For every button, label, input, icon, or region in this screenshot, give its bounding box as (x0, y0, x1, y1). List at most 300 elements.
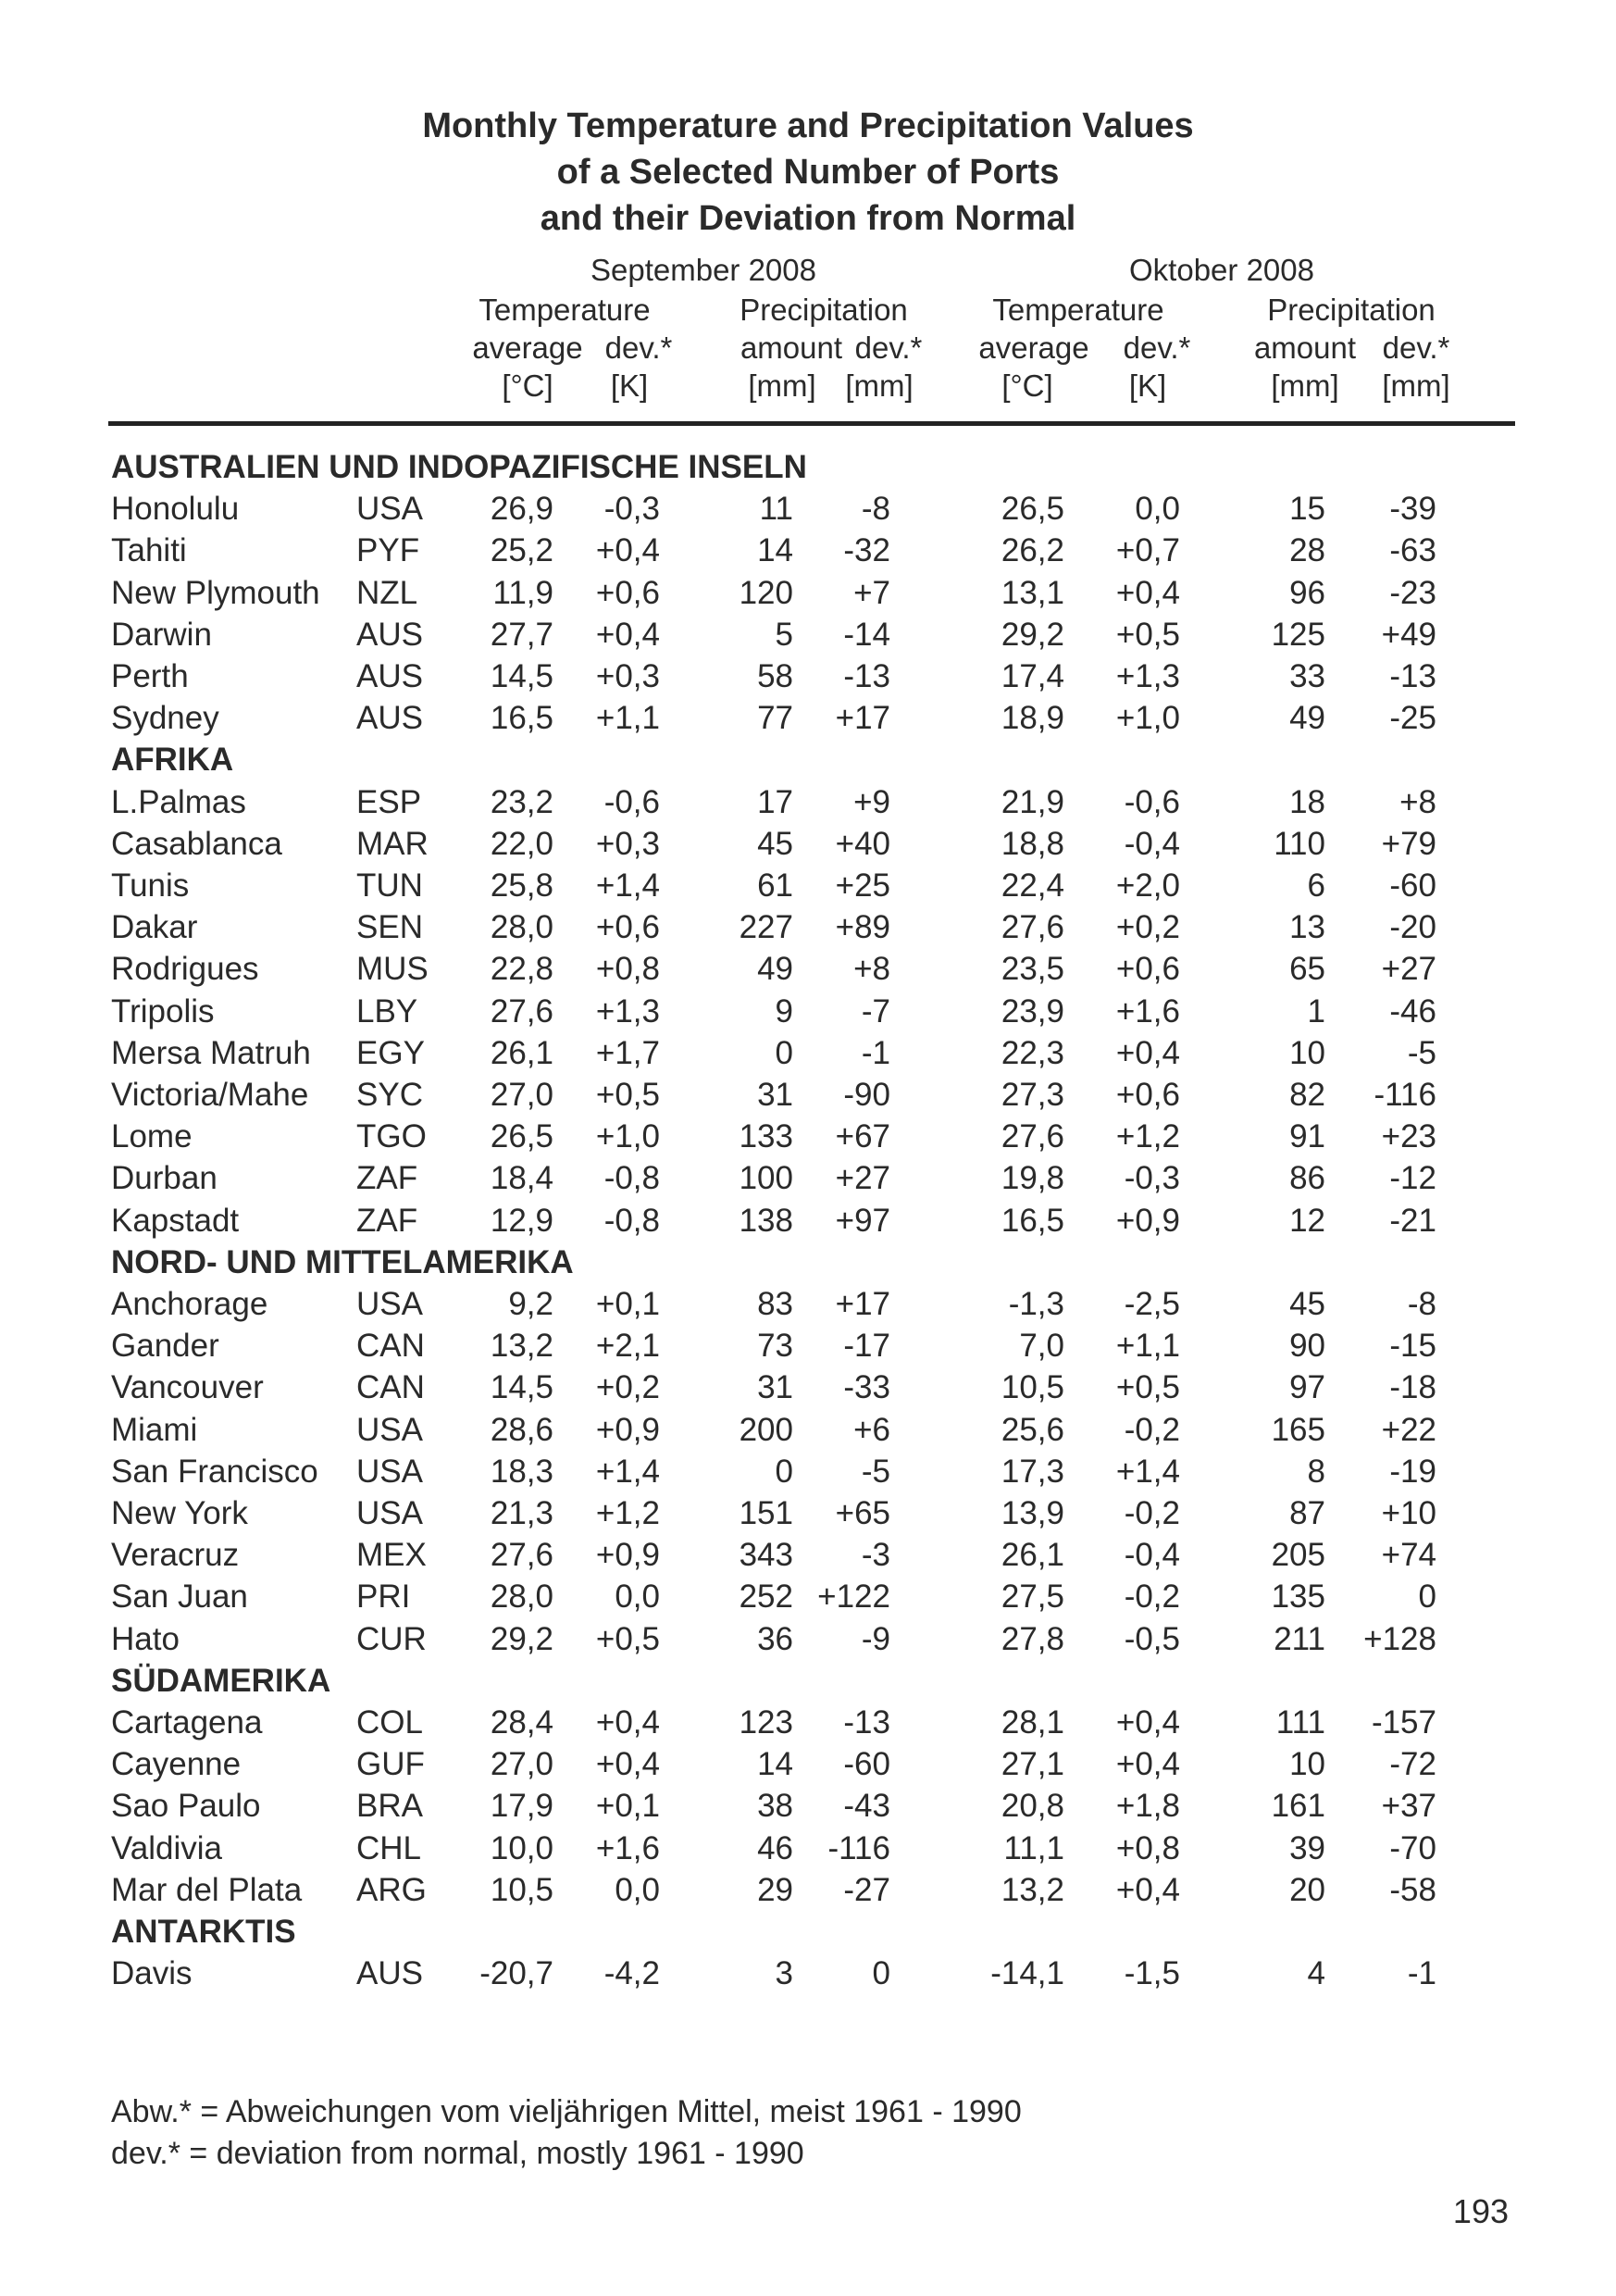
oct-prec-amount-cell: 82 (1289, 1077, 1325, 1113)
col-header-prec-dev-oct: dev.* (1382, 331, 1450, 365)
col-header-temp-dev-oct: dev.* (1123, 331, 1191, 365)
sep-temp-avg-cell: 25,8 (490, 867, 553, 904)
oct-prec-amount-cell: 6 (1307, 867, 1325, 904)
oct-prec-dev-cell: -116 (1374, 1077, 1436, 1113)
sep-prec-dev-cell: +9 (853, 783, 890, 820)
sep-temp-avg-cell: 12,9 (490, 1202, 553, 1239)
oct-temp-dev-cell: +0,9 (1115, 1202, 1180, 1239)
country-code-cell: MEX (356, 1537, 427, 1574)
sep-temp-avg-cell: 26,9 (490, 491, 553, 528)
oct-prec-amount-cell: 97 (1289, 1369, 1325, 1406)
country-code-cell: USA (356, 1411, 423, 1448)
sep-temp-dev-cell: +0,4 (595, 1704, 660, 1741)
oct-temp-avg-cell: 26,1 (1001, 1537, 1064, 1574)
oct-prec-dev-cell: +27 (1381, 951, 1436, 988)
oct-prec-dev-cell: -39 (1389, 491, 1436, 528)
oct-temp-dev-cell: +1,2 (1115, 1118, 1180, 1155)
country-code-cell: AUS (356, 1955, 423, 1992)
sep-prec-amount-cell: 83 (757, 1286, 793, 1322)
table-row (0, 1746, 1616, 1788)
oct-prec-amount-cell: 86 (1289, 1160, 1325, 1197)
table-row (0, 1203, 1616, 1244)
oct-prec-dev-cell: -157 (1371, 1704, 1436, 1741)
port-name-cell: Vancouver (111, 1369, 264, 1406)
sep-prec-dev-cell: -1 (861, 1034, 890, 1071)
sep-prec-dev-cell: +40 (835, 825, 890, 862)
unit-temp-avg-sep: [°C] (502, 368, 553, 403)
oct-prec-dev-cell: -58 (1389, 1871, 1436, 1908)
sep-prec-amount-cell: 49 (757, 951, 793, 988)
page-number: 193 (1452, 2192, 1509, 2230)
country-code-cell: BRA (356, 1788, 423, 1825)
oct-prec-dev-cell: -25 (1389, 700, 1436, 737)
oct-temp-avg-cell: 23,9 (1001, 992, 1064, 1029)
oct-temp-avg-cell: 26,5 (1001, 491, 1064, 528)
sep-prec-dev-cell: +65 (835, 1495, 890, 1531)
sep-prec-dev-cell: -33 (843, 1369, 890, 1406)
port-name-cell: Gander (111, 1328, 219, 1365)
sep-temp-dev-cell: -0,8 (603, 1202, 660, 1239)
port-name-cell: Honolulu (111, 491, 240, 528)
sep-prec-amount-cell: 61 (757, 867, 793, 904)
country-code-cell: CHL (356, 1829, 422, 1866)
oct-prec-dev-cell: -23 (1389, 574, 1436, 611)
oct-prec-dev-cell: -21 (1389, 1202, 1436, 1239)
country-code-cell: ARG (356, 1871, 427, 1908)
sep-temp-dev-cell: +0,4 (595, 616, 660, 653)
port-name-cell: Victoria/Mahe (111, 1077, 309, 1113)
oct-temp-avg-cell: 20,8 (1001, 1788, 1064, 1825)
col-header-prec-amount-oct: amount (1253, 331, 1357, 365)
table-row (0, 1369, 1616, 1411)
port-name-cell: Rodrigues (111, 951, 259, 988)
oct-prec-dev-cell: +22 (1381, 1411, 1436, 1448)
oct-prec-amount-cell: 1 (1307, 992, 1325, 1029)
sep-temp-dev-cell: +1,4 (595, 867, 660, 904)
sep-prec-amount-cell: 14 (757, 532, 793, 569)
unit-prec-amount-sep: [mm] (748, 368, 816, 403)
sep-prec-dev-cell: -3 (861, 1537, 890, 1574)
table-row (0, 993, 1616, 1035)
sep-prec-dev-cell: -90 (843, 1077, 890, 1113)
oct-prec-dev-cell: +23 (1381, 1118, 1436, 1155)
month-header-september: September 2008 (590, 253, 816, 287)
country-code-cell: CAN (356, 1369, 425, 1406)
sep-temp-avg-cell: 13,2 (490, 1328, 553, 1365)
col-header-temp-avg-oct: average (978, 331, 1089, 365)
oct-temp-avg-cell: 16,5 (1001, 1202, 1064, 1239)
sep-prec-dev-cell: -8 (861, 491, 890, 528)
sep-prec-amount-cell: 123 (739, 1704, 793, 1741)
table-row (0, 1454, 1616, 1495)
sep-temp-dev-cell: +1,4 (595, 1453, 660, 1490)
country-code-cell: GUF (356, 1746, 425, 1783)
sep-temp-dev-cell: +0,6 (595, 574, 660, 611)
country-code-cell: EGY (356, 1034, 425, 1071)
table-row (0, 1788, 1616, 1829)
oct-prec-dev-cell: -13 (1389, 658, 1436, 694)
sep-prec-amount-cell: 133 (739, 1118, 793, 1155)
sep-temp-dev-cell: +0,5 (595, 1077, 660, 1113)
oct-temp-dev-cell: -1,5 (1124, 1955, 1180, 1992)
port-name-cell: Tahiti (111, 532, 187, 569)
port-name-cell: Davis (111, 1955, 193, 1992)
port-name-cell: L.Palmas (111, 783, 246, 820)
oct-temp-dev-cell: -0,3 (1124, 1160, 1180, 1197)
port-name-cell: San Francisco (111, 1453, 318, 1490)
oct-temp-avg-cell: 27,5 (1001, 1578, 1064, 1616)
oct-temp-avg-cell: 22,4 (1001, 867, 1064, 904)
port-name-cell: Perth (111, 658, 189, 694)
port-name-cell: Anchorage (111, 1286, 268, 1322)
oct-prec-amount-cell: 165 (1271, 1411, 1325, 1448)
sep-temp-avg-cell: 21,3 (490, 1495, 553, 1531)
group-header-precipitation-oct: Precipitation (1267, 293, 1436, 327)
sep-prec-dev-cell: -27 (843, 1871, 890, 1908)
sep-temp-dev-cell: -4,2 (603, 1955, 660, 1992)
sep-temp-dev-cell: +1,2 (595, 1495, 660, 1531)
sep-temp-avg-cell: 9,2 (508, 1286, 553, 1322)
port-name-cell: Cartagena (111, 1704, 263, 1741)
country-code-cell: USA (356, 491, 423, 528)
group-header-temperature-sep: Temperature (479, 293, 651, 327)
oct-prec-dev-cell: -60 (1389, 867, 1436, 904)
sep-prec-dev-cell: -116 (827, 1829, 890, 1866)
oct-prec-dev-cell: -46 (1389, 992, 1436, 1029)
country-code-cell: ZAF (356, 1160, 418, 1197)
country-code-cell: USA (356, 1453, 423, 1490)
sep-prec-amount-cell: 31 (757, 1077, 793, 1113)
country-code-cell: ZAF (356, 1202, 418, 1239)
oct-temp-dev-cell: +0,2 (1115, 909, 1180, 946)
sep-prec-dev-cell: -13 (843, 658, 890, 694)
oct-prec-amount-cell: 10 (1289, 1746, 1325, 1783)
sep-temp-avg-cell: 29,2 (490, 1620, 553, 1657)
oct-temp-avg-cell: 23,5 (1001, 951, 1064, 988)
section-header: NORD- UND MITTELAMERIKA (111, 1243, 574, 1280)
port-name-cell: Darwin (111, 616, 212, 653)
oct-temp-avg-cell: 17,4 (1001, 658, 1064, 694)
sep-prec-amount-cell: 46 (757, 1829, 793, 1866)
sep-prec-amount-cell: 17 (757, 783, 793, 820)
sep-temp-dev-cell: +0,2 (595, 1369, 660, 1406)
port-name-cell: Tripolis (111, 992, 215, 1029)
sep-prec-amount-cell: 73 (757, 1328, 793, 1365)
oct-prec-amount-cell: 211 (1274, 1620, 1325, 1657)
oct-prec-amount-cell: 205 (1271, 1537, 1325, 1574)
oct-prec-amount-cell: 135 (1271, 1578, 1325, 1616)
oct-temp-avg-cell: -1,3 (1008, 1286, 1064, 1322)
section-header: SÜDAMERIKA (111, 1662, 331, 1699)
oct-temp-avg-cell: 17,3 (1001, 1453, 1064, 1490)
sep-prec-amount-cell: 120 (739, 574, 793, 611)
month-header-october: Oktober 2008 (1129, 253, 1314, 287)
footnote-german: Abw.* = Abweichungen vom vieljährigen Mittel, meist 1961 - 1990 (111, 2094, 1022, 2129)
country-code-cell: AUS (356, 658, 423, 694)
table-row (0, 826, 1616, 867)
port-name-cell: Valdivia (111, 1829, 222, 1866)
port-name-cell: San Juan (111, 1578, 248, 1616)
table-row (0, 617, 1616, 658)
oct-prec-amount-cell: 18 (1289, 783, 1325, 820)
oct-temp-dev-cell: +1,6 (1115, 992, 1180, 1029)
oct-prec-amount-cell: 65 (1289, 951, 1325, 988)
oct-temp-avg-cell: 27,3 (1001, 1077, 1064, 1113)
oct-temp-avg-cell: 18,8 (1001, 825, 1064, 862)
oct-temp-avg-cell: 28,1 (1001, 1704, 1064, 1741)
country-code-cell: CAN (356, 1328, 425, 1365)
oct-temp-avg-cell: 22,3 (1001, 1034, 1064, 1071)
oct-temp-dev-cell: +0,6 (1115, 1077, 1180, 1113)
oct-prec-dev-cell: -72 (1389, 1746, 1436, 1783)
sep-prec-amount-cell: 0 (775, 1453, 793, 1490)
sep-temp-dev-cell: +0,1 (595, 1788, 660, 1825)
oct-prec-dev-cell: -12 (1389, 1160, 1436, 1197)
oct-temp-avg-cell: 27,8 (1001, 1620, 1064, 1657)
sep-temp-dev-cell: +0,6 (595, 909, 660, 946)
sep-temp-avg-cell: 10,5 (490, 1871, 553, 1908)
oct-prec-amount-cell: 91 (1289, 1118, 1325, 1155)
port-name-cell: Sao Paulo (111, 1788, 261, 1825)
oct-prec-amount-cell: 28 (1289, 532, 1325, 569)
port-name-cell: Casablanca (111, 825, 282, 862)
oct-temp-dev-cell: +0,8 (1115, 1829, 1180, 1866)
sep-temp-avg-cell: 17,9 (490, 1788, 553, 1825)
sep-temp-dev-cell: +0,5 (595, 1620, 660, 1657)
section-header: AFRIKA (111, 742, 234, 779)
sep-prec-amount-cell: 252 (739, 1578, 793, 1616)
sep-temp-avg-cell: 27,7 (490, 616, 553, 653)
sep-temp-dev-cell: +0,4 (595, 532, 660, 569)
sep-temp-avg-cell: 27,6 (490, 992, 553, 1029)
sep-prec-dev-cell: -5 (861, 1453, 890, 1490)
sep-prec-dev-cell: +6 (853, 1411, 890, 1448)
port-name-cell: Mar del Plata (111, 1871, 303, 1908)
oct-temp-dev-cell: +1,0 (1115, 700, 1180, 737)
group-header-temperature-oct: Temperature (992, 293, 1164, 327)
port-name-cell: Sydney (111, 700, 219, 737)
oct-temp-dev-cell: -2,5 (1124, 1286, 1180, 1322)
sep-temp-avg-cell: 23,2 (490, 783, 553, 820)
country-code-cell: AUS (356, 616, 423, 653)
sep-temp-avg-cell: 22,8 (490, 951, 553, 988)
oct-prec-amount-cell: 15 (1289, 491, 1325, 528)
unit-temp-dev-sep: [K] (610, 368, 649, 403)
port-name-cell: Mersa Matruh (111, 1034, 311, 1071)
oct-prec-dev-cell: +8 (1399, 783, 1436, 820)
sep-prec-dev-cell: -14 (843, 616, 890, 653)
oct-prec-dev-cell: +74 (1381, 1537, 1436, 1574)
oct-temp-avg-cell: 29,2 (1001, 616, 1064, 653)
oct-prec-dev-cell: +79 (1381, 825, 1436, 862)
oct-temp-avg-cell: 13,9 (1001, 1495, 1064, 1531)
oct-temp-dev-cell: +1,4 (1115, 1453, 1180, 1490)
unit-prec-amount-oct: [mm] (1271, 368, 1339, 403)
sep-temp-avg-cell: 22,0 (490, 825, 553, 862)
table-row (0, 909, 1616, 951)
sep-prec-amount-cell: 45 (757, 825, 793, 862)
table-row (0, 491, 1616, 532)
oct-temp-dev-cell: -0,2 (1124, 1578, 1180, 1616)
sep-prec-amount-cell: 9 (775, 992, 793, 1029)
oct-temp-dev-cell: +1,3 (1115, 658, 1180, 694)
sep-prec-amount-cell: 11 (759, 491, 793, 528)
sep-temp-avg-cell: 11,9 (492, 574, 553, 611)
sep-temp-dev-cell: +0,3 (595, 658, 660, 694)
sep-temp-dev-cell: +0,8 (595, 951, 660, 988)
section-header: AUSTRALIEN UND INDOPAZIFISCHE INSELN (111, 449, 807, 485)
sep-temp-avg-cell: 25,2 (490, 532, 553, 569)
sep-temp-avg-cell: 27,0 (490, 1746, 553, 1783)
sep-temp-avg-cell: 16,5 (490, 700, 553, 737)
oct-temp-dev-cell: -0,4 (1124, 825, 1180, 862)
sep-temp-avg-cell: 28,0 (490, 909, 553, 946)
sep-temp-dev-cell: 0,0 (615, 1871, 660, 1908)
port-name-cell: New York (111, 1495, 248, 1531)
oct-temp-avg-cell: 7,0 (1019, 1328, 1064, 1365)
table-row (0, 575, 1616, 617)
table-row (0, 1830, 1616, 1872)
title-line-3: and their Deviation from Normal (540, 199, 1076, 238)
oct-temp-avg-cell: 10,5 (1001, 1369, 1064, 1406)
table-row (0, 1160, 1616, 1202)
oct-temp-dev-cell: +0,4 (1115, 1871, 1180, 1908)
oct-temp-avg-cell: 18,9 (1001, 700, 1064, 737)
oct-prec-amount-cell: 96 (1289, 574, 1325, 611)
country-code-cell: TGO (356, 1118, 427, 1155)
oct-prec-amount-cell: 33 (1289, 658, 1325, 694)
sep-prec-amount-cell: 31 (757, 1369, 793, 1406)
oct-prec-dev-cell: -19 (1389, 1453, 1436, 1490)
oct-temp-dev-cell: +0,5 (1115, 1369, 1180, 1406)
country-code-cell: MAR (356, 825, 429, 862)
country-code-cell: NZL (356, 574, 418, 611)
oct-temp-dev-cell: +0,4 (1115, 1746, 1180, 1783)
sep-temp-avg-cell: 18,3 (490, 1453, 553, 1490)
oct-prec-dev-cell: +128 (1363, 1620, 1436, 1657)
sep-prec-dev-cell: -60 (843, 1746, 890, 1783)
oct-prec-dev-cell: -20 (1389, 909, 1436, 946)
sep-temp-dev-cell: +1,7 (595, 1034, 660, 1071)
sep-temp-avg-cell: 28,6 (490, 1411, 553, 1448)
oct-temp-dev-cell: +0,4 (1115, 1704, 1180, 1741)
group-header-precipitation-sep: Precipitation (740, 293, 908, 327)
oct-temp-dev-cell: -0,2 (1124, 1411, 1180, 1448)
oct-prec-dev-cell: -18 (1389, 1369, 1436, 1406)
sep-temp-avg-cell: 14,5 (490, 658, 553, 694)
sep-prec-amount-cell: 343 (739, 1537, 793, 1574)
oct-prec-dev-cell: -63 (1389, 532, 1436, 569)
oct-prec-amount-cell: 110 (1274, 825, 1325, 862)
sep-temp-avg-cell: 28,4 (490, 1704, 553, 1741)
sep-temp-dev-cell: -0,6 (603, 783, 660, 820)
sep-prec-dev-cell: -17 (843, 1328, 890, 1365)
oct-prec-amount-cell: 4 (1307, 1955, 1325, 1992)
country-code-cell: PRI (356, 1578, 411, 1616)
table-row (0, 1537, 1616, 1578)
country-code-cell: ESP (356, 783, 422, 820)
oct-temp-dev-cell: +0,5 (1115, 616, 1180, 653)
col-header-prec-amount-sep: amount (740, 331, 843, 365)
oct-temp-dev-cell: -0,4 (1124, 1537, 1180, 1574)
oct-temp-dev-cell: +0,4 (1115, 1034, 1180, 1071)
table-row (0, 1578, 1616, 1620)
table-row (0, 1412, 1616, 1454)
sep-temp-dev-cell: +0,1 (595, 1286, 660, 1322)
oct-prec-amount-cell: 87 (1289, 1495, 1325, 1531)
oct-prec-dev-cell: +37 (1381, 1788, 1436, 1825)
sep-temp-avg-cell: 27,6 (490, 1537, 553, 1574)
sep-prec-dev-cell: +67 (835, 1118, 890, 1155)
sep-prec-amount-cell: 100 (739, 1160, 793, 1197)
unit-prec-dev-oct: [mm] (1382, 368, 1450, 403)
oct-temp-dev-cell: +2,0 (1115, 867, 1180, 904)
sep-prec-amount-cell: 200 (739, 1411, 793, 1448)
sep-prec-amount-cell: 77 (757, 700, 793, 737)
sep-prec-amount-cell: 36 (757, 1620, 793, 1657)
oct-temp-dev-cell: +0,4 (1115, 574, 1180, 611)
country-code-cell: LBY (356, 992, 418, 1029)
oct-temp-avg-cell: 25,6 (1001, 1411, 1064, 1448)
sep-prec-amount-cell: 151 (739, 1495, 793, 1531)
sep-temp-dev-cell: +2,1 (595, 1328, 660, 1365)
sep-prec-amount-cell: 3 (775, 1955, 793, 1992)
sep-prec-dev-cell: -13 (843, 1704, 890, 1741)
table-row (0, 1286, 1616, 1328)
oct-prec-amount-cell: 10 (1289, 1034, 1325, 1071)
table-row (0, 700, 1616, 742)
country-code-cell: SYC (356, 1077, 423, 1113)
sep-prec-dev-cell: 0 (872, 1955, 890, 1992)
sep-temp-avg-cell: 27,0 (490, 1077, 553, 1113)
country-code-cell: AUS (356, 700, 423, 737)
footnote-english: dev.* = deviation from normal, mostly 1961 - 1990 (111, 2136, 804, 2171)
oct-prec-amount-cell: 90 (1289, 1328, 1325, 1365)
country-code-cell: CUR (356, 1620, 427, 1657)
table-row (0, 658, 1616, 700)
sep-temp-avg-cell: 28,0 (490, 1578, 553, 1616)
oct-prec-dev-cell: +10 (1381, 1495, 1436, 1531)
oct-temp-avg-cell: 13,1 (1001, 574, 1064, 611)
oct-temp-dev-cell: -0,6 (1124, 783, 1180, 820)
port-name-cell: Kapstadt (111, 1202, 240, 1239)
oct-prec-dev-cell: 0 (1418, 1578, 1436, 1616)
port-name-cell: Tunis (111, 867, 190, 904)
sep-prec-dev-cell: +97 (835, 1202, 890, 1239)
oct-prec-amount-cell: 125 (1271, 616, 1325, 653)
oct-prec-dev-cell: -70 (1389, 1829, 1436, 1866)
col-header-temp-avg-sep: average (472, 331, 583, 365)
oct-prec-amount-cell: 8 (1307, 1453, 1325, 1490)
sep-prec-amount-cell: 138 (739, 1202, 793, 1239)
sep-temp-dev-cell: +0,9 (595, 1537, 660, 1574)
sep-temp-dev-cell: +1,0 (595, 1118, 660, 1155)
sep-temp-dev-cell: -0,8 (603, 1160, 660, 1197)
oct-temp-avg-cell: 19,8 (1001, 1160, 1064, 1197)
sep-prec-amount-cell: 38 (757, 1788, 793, 1825)
sep-prec-dev-cell: +122 (817, 1578, 890, 1616)
oct-temp-dev-cell: +1,8 (1115, 1788, 1180, 1825)
oct-prec-amount-cell: 12 (1289, 1202, 1325, 1239)
table-row (0, 1328, 1616, 1369)
oct-prec-dev-cell: -15 (1389, 1328, 1436, 1365)
sep-temp-dev-cell: +1,3 (595, 992, 660, 1029)
sep-temp-dev-cell: 0,0 (615, 1578, 660, 1616)
sep-temp-avg-cell: 14,5 (490, 1369, 553, 1406)
sep-prec-amount-cell: 0 (775, 1034, 793, 1071)
oct-temp-avg-cell: -14,1 (990, 1955, 1064, 1992)
oct-temp-avg-cell: 27,6 (1001, 909, 1064, 946)
